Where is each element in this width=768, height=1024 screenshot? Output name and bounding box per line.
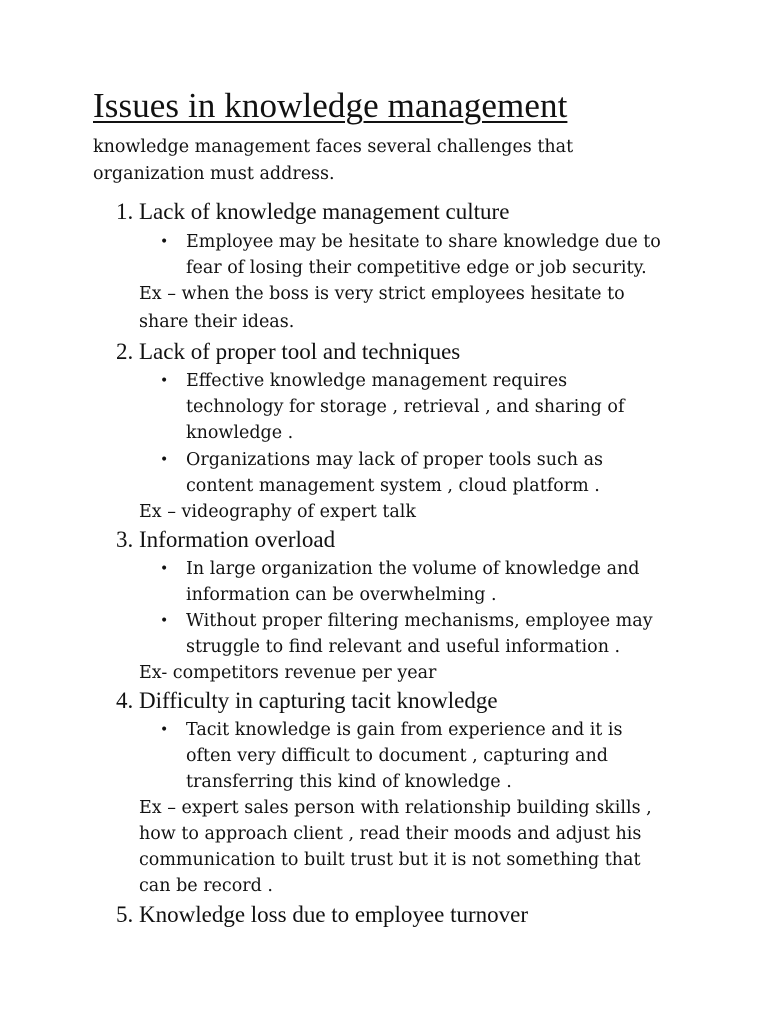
bullet-icon: • (160, 722, 169, 738)
bullet-line: struggle to find relevant and useful information . (186, 637, 621, 657)
bullet-line: knowledge . (186, 423, 294, 443)
section-title: Difficulty in capturing tacit knowledge (139, 688, 498, 713)
section-heading-4 (116, 686, 498, 716)
bullet-text (186, 368, 716, 446)
bullet-text (186, 447, 716, 499)
example-text (139, 281, 719, 335)
example-text (139, 795, 719, 899)
example-text (139, 499, 719, 525)
page-title: Issues in knowledge management (93, 86, 568, 125)
bullet-line: fear of losing their competitive edge or job security. (186, 258, 647, 278)
bullet-line: Without proper filtering mechanisms, employee may (186, 611, 653, 631)
section-number: 4. (116, 688, 134, 713)
section-heading-1 (116, 197, 509, 227)
section-heading-2 (116, 337, 460, 367)
section-title: Lack of proper tool and techniques (139, 339, 461, 364)
intro-line: organization must address. (93, 164, 335, 184)
bullet-line: content management system , cloud platform . (186, 476, 600, 496)
bullet-line: Organizations may lack of proper tools such as (186, 450, 604, 470)
example-line: share their ideas. (139, 312, 295, 332)
bullet-line: information can be overwhelming . (186, 585, 497, 605)
section-number: 5. (116, 902, 134, 927)
example-line: Ex – videography of expert talk (139, 502, 417, 522)
section-number: 3. (116, 527, 134, 552)
section-number: 2. (116, 339, 134, 364)
bullet-line: often very difficult to document , capturing and (186, 746, 608, 766)
bullet-icon: • (160, 373, 169, 389)
bullet-line: In large organization the volume of knowledge and (186, 559, 640, 579)
bullet-text (186, 717, 716, 795)
section-heading-3 (116, 525, 335, 555)
bullet-icon: • (160, 561, 169, 577)
bullet-icon: • (160, 613, 169, 629)
example-line: how to approach client , read their moods and adjust his (139, 824, 642, 844)
bullet-line: Tacit knowledge is gain from experience and it is (186, 720, 623, 740)
section-title: Lack of knowledge management culture (139, 199, 510, 224)
example-line: can be record . (139, 876, 273, 896)
section-number: 1. (116, 199, 134, 224)
example-line: Ex- competitors revenue per year (139, 663, 437, 683)
example-line: communication to built trust but it is not something that (139, 850, 641, 870)
intro-line: knowledge management faces several challenges that (93, 137, 574, 157)
bullet-icon: • (160, 452, 169, 468)
bullet-text (186, 556, 716, 608)
section-title: Information overload (139, 527, 336, 552)
section-title: Knowledge loss due to employee turnover (139, 902, 528, 927)
intro-paragraph (93, 134, 693, 188)
bullet-line: Employee may be hesitate to share knowledge due to (186, 232, 661, 252)
example-line: Ex – expert sales person with relationship building skills , (139, 798, 652, 818)
bullet-text (186, 608, 716, 660)
example-text (139, 660, 719, 686)
section-heading-5 (116, 900, 528, 930)
bullet-text (186, 229, 716, 281)
bullet-line: technology for storage , retrieval , and sharing of (186, 397, 625, 417)
bullet-line: Effective knowledge management requires (186, 371, 568, 391)
bullet-icon: • (160, 234, 169, 250)
bullet-line: transferring this kind of knowledge . (186, 772, 512, 792)
example-line: Ex – when the boss is very strict employees hesitate to (139, 284, 625, 304)
